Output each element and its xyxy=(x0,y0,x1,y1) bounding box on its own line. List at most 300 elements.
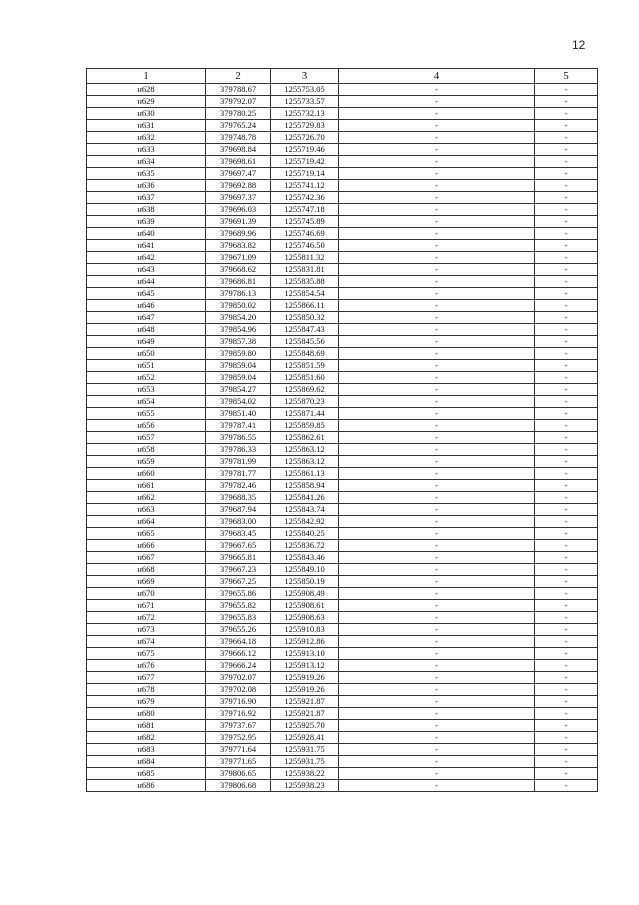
y-coordinate-cell: 1255863.12 xyxy=(271,444,339,456)
point-id-cell: н643 xyxy=(87,264,206,276)
x-coordinate-cell: 379716.92 xyxy=(206,708,271,720)
y-coordinate-cell: 1255908.63 xyxy=(271,612,339,624)
column-5-cell: - xyxy=(535,432,598,444)
column-4-cell: - xyxy=(339,216,535,228)
table-row xyxy=(87,492,598,504)
table-row xyxy=(87,96,598,108)
point-id-cell: н684 xyxy=(87,756,206,768)
point-id-cell: н679 xyxy=(87,696,206,708)
y-coordinate-cell: 1255866.11 xyxy=(271,300,339,312)
point-id-cell: н635 xyxy=(87,168,206,180)
y-coordinate-cell: 1255733.57 xyxy=(271,96,339,108)
x-coordinate-cell: 379792.07 xyxy=(206,96,271,108)
column-5-cell: - xyxy=(535,324,598,336)
y-coordinate-cell: 1255850.19 xyxy=(271,576,339,588)
y-coordinate-cell: 1255938.23 xyxy=(271,780,339,792)
y-coordinate-cell: 1255842.92 xyxy=(271,516,339,528)
y-coordinate-cell: 1255836.72 xyxy=(271,540,339,552)
column-4-cell: - xyxy=(339,540,535,552)
y-coordinate-cell: 1255741.12 xyxy=(271,180,339,192)
table-row xyxy=(87,612,598,624)
column-4-cell: - xyxy=(339,612,535,624)
table-row xyxy=(87,156,598,168)
x-coordinate-cell: 379854.20 xyxy=(206,312,271,324)
column-4-cell: - xyxy=(339,180,535,192)
column-4-cell: - xyxy=(339,600,535,612)
x-coordinate-cell: 379854.27 xyxy=(206,384,271,396)
column-5-cell: - xyxy=(535,276,598,288)
column-5-cell: - xyxy=(535,420,598,432)
column-4-cell: - xyxy=(339,240,535,252)
table-row xyxy=(87,516,598,528)
column-5-cell: - xyxy=(535,576,598,588)
table-row xyxy=(87,312,598,324)
column-4-cell: - xyxy=(339,768,535,780)
column-5-cell: - xyxy=(535,444,598,456)
table-row xyxy=(87,732,598,744)
column-5-cell: - xyxy=(535,372,598,384)
column-4-cell: - xyxy=(339,552,535,564)
y-coordinate-cell: 1255831.81 xyxy=(271,264,339,276)
point-id-cell: н669 xyxy=(87,576,206,588)
table-row xyxy=(87,540,598,552)
x-coordinate-cell: 379786.55 xyxy=(206,432,271,444)
y-coordinate-cell: 1255910.83 xyxy=(271,624,339,636)
column-5-cell: - xyxy=(535,252,598,264)
column-4-cell: - xyxy=(339,660,535,672)
column-4-cell: - xyxy=(339,480,535,492)
y-coordinate-cell: 1255863.12 xyxy=(271,456,339,468)
column-4-cell: - xyxy=(339,576,535,588)
point-id-cell: н665 xyxy=(87,528,206,540)
y-coordinate-cell: 1255835.88 xyxy=(271,276,339,288)
column-4-cell: - xyxy=(339,732,535,744)
point-id-cell: н648 xyxy=(87,324,206,336)
x-coordinate-cell: 379683.82 xyxy=(206,240,271,252)
table-row xyxy=(87,408,598,420)
table-row xyxy=(87,84,598,96)
column-4-cell: - xyxy=(339,96,535,108)
y-coordinate-cell: 1255840.25 xyxy=(271,528,339,540)
table-row xyxy=(87,384,598,396)
column-5-cell: - xyxy=(535,156,598,168)
point-id-cell: н647 xyxy=(87,312,206,324)
column-5-cell: - xyxy=(535,396,598,408)
point-id-cell: н676 xyxy=(87,660,206,672)
column-5-cell: - xyxy=(535,660,598,672)
y-coordinate-cell: 1255843.74 xyxy=(271,504,339,516)
y-coordinate-cell: 1255862.61 xyxy=(271,432,339,444)
table-row xyxy=(87,228,598,240)
point-id-cell: н667 xyxy=(87,552,206,564)
point-id-cell: н672 xyxy=(87,612,206,624)
x-coordinate-cell: 379781.99 xyxy=(206,456,271,468)
table-row xyxy=(87,576,598,588)
column-5-cell: - xyxy=(535,708,598,720)
x-coordinate-cell: 379698.84 xyxy=(206,144,271,156)
y-coordinate-cell: 1255854.54 xyxy=(271,288,339,300)
x-coordinate-cell: 379781.77 xyxy=(206,468,271,480)
point-id-cell: н681 xyxy=(87,720,206,732)
x-coordinate-cell: 379687.94 xyxy=(206,504,271,516)
column-5-cell: - xyxy=(535,384,598,396)
column-4-cell: - xyxy=(339,360,535,372)
column-5-cell: - xyxy=(535,204,598,216)
y-coordinate-cell: 1255869.62 xyxy=(271,384,339,396)
table-row xyxy=(87,420,598,432)
column-4-cell: - xyxy=(339,780,535,792)
x-coordinate-cell: 379850.02 xyxy=(206,300,271,312)
point-id-cell: н664 xyxy=(87,516,206,528)
column-5-cell: - xyxy=(535,636,598,648)
y-coordinate-cell: 1255746.69 xyxy=(271,228,339,240)
column-4-cell: - xyxy=(339,396,535,408)
column-4-cell: - xyxy=(339,648,535,660)
point-id-cell: н629 xyxy=(87,96,206,108)
x-coordinate-cell: 379667.65 xyxy=(206,540,271,552)
point-id-cell: н632 xyxy=(87,132,206,144)
y-coordinate-cell: 1255921.87 xyxy=(271,696,339,708)
point-id-cell: н674 xyxy=(87,636,206,648)
table-row xyxy=(87,144,598,156)
column-4-cell: - xyxy=(339,204,535,216)
y-coordinate-cell: 1255811.32 xyxy=(271,252,339,264)
point-id-cell: н644 xyxy=(87,276,206,288)
x-coordinate-cell: 379780.25 xyxy=(206,108,271,120)
column-4-cell: - xyxy=(339,696,535,708)
y-coordinate-cell: 1255729.83 xyxy=(271,120,339,132)
column-4-cell: - xyxy=(339,300,535,312)
point-id-cell: н671 xyxy=(87,600,206,612)
point-id-cell: н660 xyxy=(87,468,206,480)
x-coordinate-cell: 379806.65 xyxy=(206,768,271,780)
column-5-cell: - xyxy=(535,192,598,204)
x-coordinate-cell: 379748.78 xyxy=(206,132,271,144)
x-coordinate-cell: 379786.13 xyxy=(206,288,271,300)
point-id-cell: н673 xyxy=(87,624,206,636)
column-4-cell: - xyxy=(339,264,535,276)
column-5-cell: - xyxy=(535,612,598,624)
header-row xyxy=(87,69,598,84)
x-coordinate-cell: 379697.47 xyxy=(206,168,271,180)
x-coordinate-cell: 379698.61 xyxy=(206,156,271,168)
column-4-cell: - xyxy=(339,684,535,696)
column-5-cell: - xyxy=(535,120,598,132)
column-4-cell: - xyxy=(339,408,535,420)
column-4-cell: - xyxy=(339,672,535,684)
point-id-cell: н640 xyxy=(87,228,206,240)
table-header xyxy=(87,69,598,84)
y-coordinate-cell: 1255912.86 xyxy=(271,636,339,648)
x-coordinate-cell: 379655.26 xyxy=(206,624,271,636)
point-id-cell: н663 xyxy=(87,504,206,516)
y-coordinate-cell: 1255931.75 xyxy=(271,744,339,756)
table-row xyxy=(87,696,598,708)
column-4-cell: - xyxy=(339,132,535,144)
column-5-cell: - xyxy=(535,648,598,660)
y-coordinate-cell: 1255851.59 xyxy=(271,360,339,372)
table-row xyxy=(87,444,598,456)
point-id-cell: н642 xyxy=(87,252,206,264)
table-row xyxy=(87,324,598,336)
x-coordinate-cell: 379655.86 xyxy=(206,588,271,600)
column-4-cell: - xyxy=(339,228,535,240)
y-coordinate-cell: 1255859.85 xyxy=(271,420,339,432)
column-5-cell: - xyxy=(535,684,598,696)
table-row xyxy=(87,180,598,192)
point-id-cell: н668 xyxy=(87,564,206,576)
point-id-cell: н634 xyxy=(87,156,206,168)
x-coordinate-cell: 379686.81 xyxy=(206,276,271,288)
y-coordinate-cell: 1255851.60 xyxy=(271,372,339,384)
point-id-cell: н656 xyxy=(87,420,206,432)
column-5-cell: - xyxy=(535,456,598,468)
x-coordinate-cell: 379765.24 xyxy=(206,120,271,132)
x-coordinate-cell: 379683.45 xyxy=(206,528,271,540)
table-row xyxy=(87,276,598,288)
x-coordinate-cell: 379702.07 xyxy=(206,672,271,684)
table-row xyxy=(87,660,598,672)
y-coordinate-cell: 1255861.13 xyxy=(271,468,339,480)
y-coordinate-cell: 1255747.18 xyxy=(271,204,339,216)
table-row xyxy=(87,348,598,360)
point-id-cell: н652 xyxy=(87,372,206,384)
table-row xyxy=(87,624,598,636)
y-coordinate-cell: 1255913.10 xyxy=(271,648,339,660)
y-coordinate-cell: 1255849.10 xyxy=(271,564,339,576)
y-coordinate-cell: 1255719.42 xyxy=(271,156,339,168)
x-coordinate-cell: 379667.23 xyxy=(206,564,271,576)
column-5-cell: - xyxy=(535,132,598,144)
column-5-cell: - xyxy=(535,216,598,228)
column-4-cell: - xyxy=(339,192,535,204)
page-number: 12 xyxy=(572,38,586,52)
point-id-cell: н636 xyxy=(87,180,206,192)
x-coordinate-cell: 379854.02 xyxy=(206,396,271,408)
column-5-cell: - xyxy=(535,492,598,504)
column-5-cell: - xyxy=(535,696,598,708)
x-coordinate-cell: 379782.46 xyxy=(206,480,271,492)
table-row xyxy=(87,708,598,720)
column-5-cell: - xyxy=(535,564,598,576)
table-row xyxy=(87,552,598,564)
column-5-cell: - xyxy=(535,672,598,684)
column-4-cell: - xyxy=(339,420,535,432)
table-row xyxy=(87,528,598,540)
x-coordinate-cell: 379857.38 xyxy=(206,336,271,348)
column-5-cell: - xyxy=(535,228,598,240)
column-4-cell: - xyxy=(339,564,535,576)
x-coordinate-cell: 379806.68 xyxy=(206,780,271,792)
column-4-cell: - xyxy=(339,432,535,444)
column-4-cell: - xyxy=(339,528,535,540)
y-coordinate-cell: 1255726.70 xyxy=(271,132,339,144)
y-coordinate-cell: 1255928.41 xyxy=(271,732,339,744)
point-id-cell: н638 xyxy=(87,204,206,216)
x-coordinate-cell: 379667.25 xyxy=(206,576,271,588)
y-coordinate-cell: 1255746.50 xyxy=(271,240,339,252)
column-5-cell: - xyxy=(535,300,598,312)
y-coordinate-cell: 1255919.26 xyxy=(271,672,339,684)
x-coordinate-cell: 379683.00 xyxy=(206,516,271,528)
point-id-cell: н686 xyxy=(87,780,206,792)
x-coordinate-cell: 379716.90 xyxy=(206,696,271,708)
table-row xyxy=(87,600,598,612)
point-id-cell: н657 xyxy=(87,432,206,444)
column-4-cell: - xyxy=(339,288,535,300)
table-row xyxy=(87,252,598,264)
x-coordinate-cell: 379702.08 xyxy=(206,684,271,696)
y-coordinate-cell: 1255908.61 xyxy=(271,600,339,612)
x-coordinate-cell: 379788.67 xyxy=(206,84,271,96)
x-coordinate-cell: 379666.24 xyxy=(206,660,271,672)
table-row xyxy=(87,216,598,228)
column-4-cell: - xyxy=(339,276,535,288)
point-id-cell: н649 xyxy=(87,336,206,348)
column-4-cell: - xyxy=(339,84,535,96)
column-5-cell: - xyxy=(535,780,598,792)
table-row xyxy=(87,744,598,756)
point-id-cell: н685 xyxy=(87,768,206,780)
y-coordinate-cell: 1255732.13 xyxy=(271,108,339,120)
x-coordinate-cell: 379664.18 xyxy=(206,636,271,648)
column-5-cell: - xyxy=(535,732,598,744)
column-5-cell: - xyxy=(535,600,598,612)
y-coordinate-cell: 1255908.49 xyxy=(271,588,339,600)
column-5-cell: - xyxy=(535,552,598,564)
column-5-cell: - xyxy=(535,360,598,372)
y-coordinate-cell: 1255719.14 xyxy=(271,168,339,180)
point-id-cell: н646 xyxy=(87,300,206,312)
x-coordinate-cell: 379692.88 xyxy=(206,180,271,192)
table-row xyxy=(87,636,598,648)
table-row xyxy=(87,468,598,480)
column-header-1: 1 xyxy=(87,69,206,84)
column-5-cell: - xyxy=(535,348,598,360)
x-coordinate-cell: 379859.80 xyxy=(206,348,271,360)
table-row xyxy=(87,768,598,780)
column-5-cell: - xyxy=(535,84,598,96)
y-coordinate-cell: 1255847.43 xyxy=(271,324,339,336)
table-row xyxy=(87,336,598,348)
y-coordinate-cell: 1255858.94 xyxy=(271,480,339,492)
column-5-cell: - xyxy=(535,516,598,528)
point-id-cell: н637 xyxy=(87,192,206,204)
column-5-cell: - xyxy=(535,96,598,108)
y-coordinate-cell: 1255843.46 xyxy=(271,552,339,564)
column-header-2: 2 xyxy=(206,69,271,84)
column-4-cell: - xyxy=(339,708,535,720)
table-body xyxy=(87,84,598,792)
column-5-cell: - xyxy=(535,588,598,600)
y-coordinate-cell: 1255848.69 xyxy=(271,348,339,360)
table-row xyxy=(87,204,598,216)
column-4-cell: - xyxy=(339,336,535,348)
table-row xyxy=(87,504,598,516)
column-5-cell: - xyxy=(535,144,598,156)
point-id-cell: н639 xyxy=(87,216,206,228)
point-id-cell: н641 xyxy=(87,240,206,252)
column-4-cell: - xyxy=(339,468,535,480)
column-4-cell: - xyxy=(339,456,535,468)
column-4-cell: - xyxy=(339,756,535,768)
x-coordinate-cell: 379665.81 xyxy=(206,552,271,564)
x-coordinate-cell: 379697.37 xyxy=(206,192,271,204)
table-row xyxy=(87,720,598,732)
y-coordinate-cell: 1255742.36 xyxy=(271,192,339,204)
column-5-cell: - xyxy=(535,468,598,480)
column-4-cell: - xyxy=(339,144,535,156)
point-id-cell: н662 xyxy=(87,492,206,504)
column-4-cell: - xyxy=(339,636,535,648)
table-row xyxy=(87,648,598,660)
x-coordinate-cell: 379671.09 xyxy=(206,252,271,264)
point-id-cell: н670 xyxy=(87,588,206,600)
point-id-cell: н658 xyxy=(87,444,206,456)
y-coordinate-cell: 1255719.46 xyxy=(271,144,339,156)
point-id-cell: н680 xyxy=(87,708,206,720)
point-id-cell: н645 xyxy=(87,288,206,300)
column-5-cell: - xyxy=(535,528,598,540)
x-coordinate-cell: 379691.39 xyxy=(206,216,271,228)
x-coordinate-cell: 379689.96 xyxy=(206,228,271,240)
column-5-cell: - xyxy=(535,168,598,180)
column-4-cell: - xyxy=(339,252,535,264)
table-row xyxy=(87,240,598,252)
table-row xyxy=(87,360,598,372)
x-coordinate-cell: 379859.04 xyxy=(206,360,271,372)
column-4-cell: - xyxy=(339,624,535,636)
x-coordinate-cell: 379668.62 xyxy=(206,264,271,276)
column-4-cell: - xyxy=(339,168,535,180)
table-row xyxy=(87,300,598,312)
x-coordinate-cell: 379787.41 xyxy=(206,420,271,432)
table-row xyxy=(87,120,598,132)
table-row xyxy=(87,372,598,384)
column-4-cell: - xyxy=(339,156,535,168)
point-id-cell: н630 xyxy=(87,108,206,120)
y-coordinate-cell: 1255931.75 xyxy=(271,756,339,768)
column-5-cell: - xyxy=(535,240,598,252)
y-coordinate-cell: 1255850.32 xyxy=(271,312,339,324)
table-row xyxy=(87,168,598,180)
x-coordinate-cell: 379786.33 xyxy=(206,444,271,456)
table-row xyxy=(87,432,598,444)
point-id-cell: н678 xyxy=(87,684,206,696)
column-5-cell: - xyxy=(535,108,598,120)
x-coordinate-cell: 379655.82 xyxy=(206,600,271,612)
table-row xyxy=(87,456,598,468)
column-5-cell: - xyxy=(535,264,598,276)
point-id-cell: н633 xyxy=(87,144,206,156)
table-row xyxy=(87,108,598,120)
table-row xyxy=(87,672,598,684)
y-coordinate-cell: 1255753.05 xyxy=(271,84,339,96)
column-4-cell: - xyxy=(339,720,535,732)
column-5-cell: - xyxy=(535,180,598,192)
table-row xyxy=(87,684,598,696)
table-row xyxy=(87,756,598,768)
column-5-cell: - xyxy=(535,504,598,516)
column-5-cell: - xyxy=(535,744,598,756)
x-coordinate-cell: 379851.40 xyxy=(206,408,271,420)
point-id-cell: н661 xyxy=(87,480,206,492)
column-header-4: 4 xyxy=(339,69,535,84)
y-coordinate-cell: 1255870.23 xyxy=(271,396,339,408)
point-id-cell: н682 xyxy=(87,732,206,744)
point-id-cell: н631 xyxy=(87,120,206,132)
x-coordinate-cell: 379771.64 xyxy=(206,744,271,756)
